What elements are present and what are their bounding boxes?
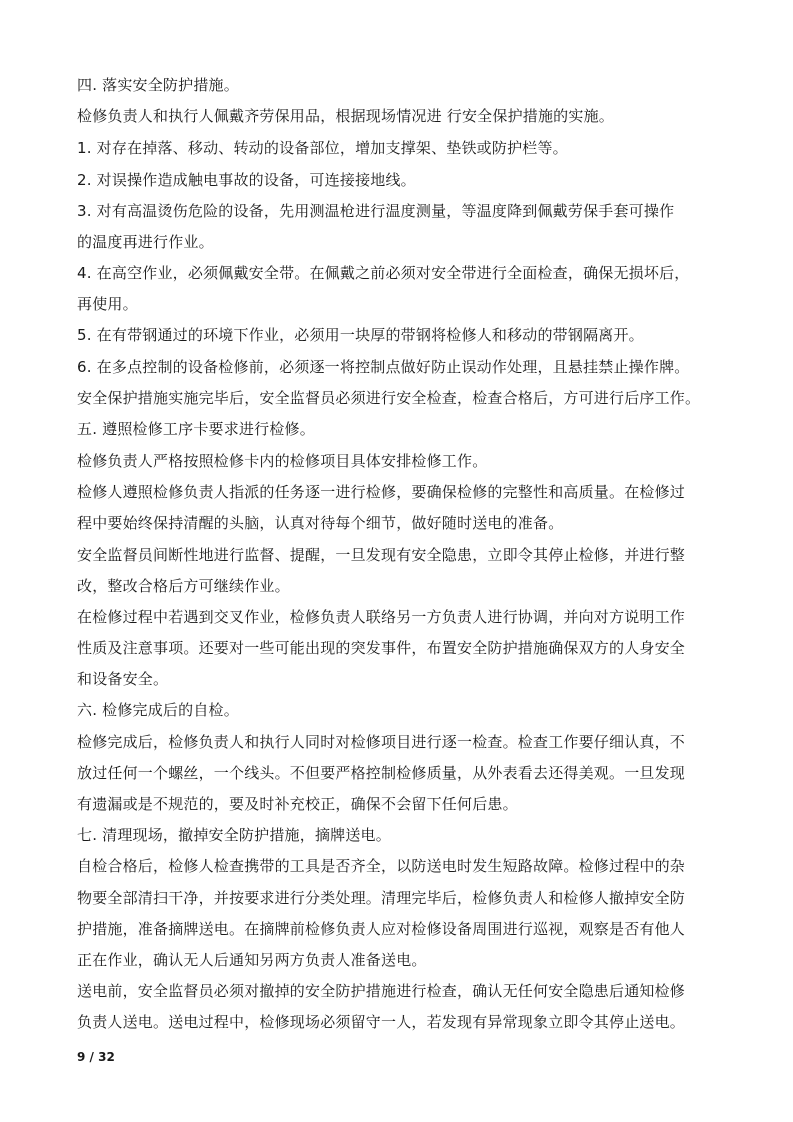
list-item-4-continued: 再使用。 (77, 295, 138, 313)
paragraph-line: 安全监督员间断性地进行监督、提醒，一旦发现有安全隐患，立即令其停止检修，并进行整 (77, 546, 686, 564)
section-heading-4: 四. 落实安全防护措施。 (77, 76, 239, 94)
paragraph-line: 安全保护措施实施完毕后，安全监督员必须进行安全检查，检查合格后，方可进行后序工作。 (77, 389, 701, 407)
paragraph-line: 检修负责人和执行人佩戴齐劳保用品，根据现场情况进 行安全保护措施的实施。 (77, 107, 614, 125)
paragraph-line: 改，整改合格后方可继续作业。 (77, 577, 290, 595)
paragraph-line: 检修完成后，检修负责人和执行人同时对检修项目进行逐一检查。检查工作要仔细认真，不 (77, 733, 686, 751)
paragraph-line: 性质及注意事项。还要对一些可能出现的突发事件，布置安全防护措施确保双方的人身安全 (77, 639, 686, 657)
list-item-2: 2. 对误操作造成触电事故的设备，可连接接地线。 (77, 171, 416, 189)
paragraph-line: 有遗漏或是不规范的，要及时补充校正，确保不会留下任何后患。 (77, 795, 518, 813)
section-heading-7: 七. 清理现场，撤掉安全防护措施，摘牌送电。 (77, 826, 391, 844)
list-item-6: 6. 在多点控制的设备检修前，必须逐一将控制点做好防止误动作处理，且悬挂禁止操作牌。 (77, 358, 690, 376)
section-heading-6: 六. 检修完成后的自检。 (77, 701, 239, 719)
page-number: 9 / 32 (77, 1050, 115, 1064)
paragraph-line: 送电前，安全监督员必须对撤掉的安全防护措施进行检查，确认无任何安全隐患后通知检修 (77, 982, 686, 1000)
paragraph-line: 和设备安全。 (77, 670, 169, 688)
paragraph-line: 护措施，准备摘牌送电。在摘牌前检修负责人应对检修设备周围进行巡视，观察是否有他人 (77, 920, 686, 938)
paragraph-line: 检修负责人严格按照检修卡内的检修项目具体安排检修工作。 (77, 452, 488, 470)
paragraph-line: 在检修过程中若遇到交叉作业，检修负责人联络另一方负责人进行协调，并向对方说明工作 (77, 608, 686, 626)
list-item-1: 1. 对存在掉落、移动、转动的设备部位，增加支撑架、垫铁或防护栏等。 (77, 139, 568, 157)
list-item-3-continued: 的温度再进行作业。 (77, 233, 214, 251)
paragraph-line: 程中要始终保持清醒的头脑，认真对待每个细节，做好随时送电的准备。 (77, 514, 564, 532)
section-heading-5: 五. 遵照检修工序卡要求进行检修。 (77, 420, 315, 438)
paragraph-line: 自检合格后，检修人检查携带的工具是否齐全，以防送电时发生短路故障。检修过程中的杂 (77, 857, 686, 875)
paragraph-line: 正在作业，确认无人后通知另两方负责人准备送电。 (77, 951, 427, 969)
list-item-3: 3. 对有高温烫伤危险的设备，先用测温枪进行温度测量，等温度降到佩戴劳保手套可操作 (77, 202, 675, 220)
paragraph-line: 检修人遵照检修负责人指派的任务逐一进行检修，要确保检修的完整性和高质量。在检修过 (77, 483, 686, 501)
list-item-5: 5. 在有带钢通过的环境下作业，必须用一块厚的带钢将检修人和移动的带钢隔离开。 (77, 326, 644, 344)
paragraph-line: 负责人送电。送电过程中，检修现场必须留守一人，若发现有异常现象立即令其停止送电。 (77, 1013, 686, 1031)
list-item-4: 4. 在高空作业，必须佩戴安全带。在佩戴之前必须对安全带进行全面检查，确保无损坏后， (77, 264, 690, 282)
paragraph-line: 放过任何一个螺丝，一个线头。不但要严格控制检修质量，从外表看去还得美观。一旦发现 (77, 764, 686, 782)
paragraph-line: 物要全部清扫干净，并按要求进行分类处理。清理完毕后，检修负责人和检修人撤掉安全防 (77, 889, 686, 907)
